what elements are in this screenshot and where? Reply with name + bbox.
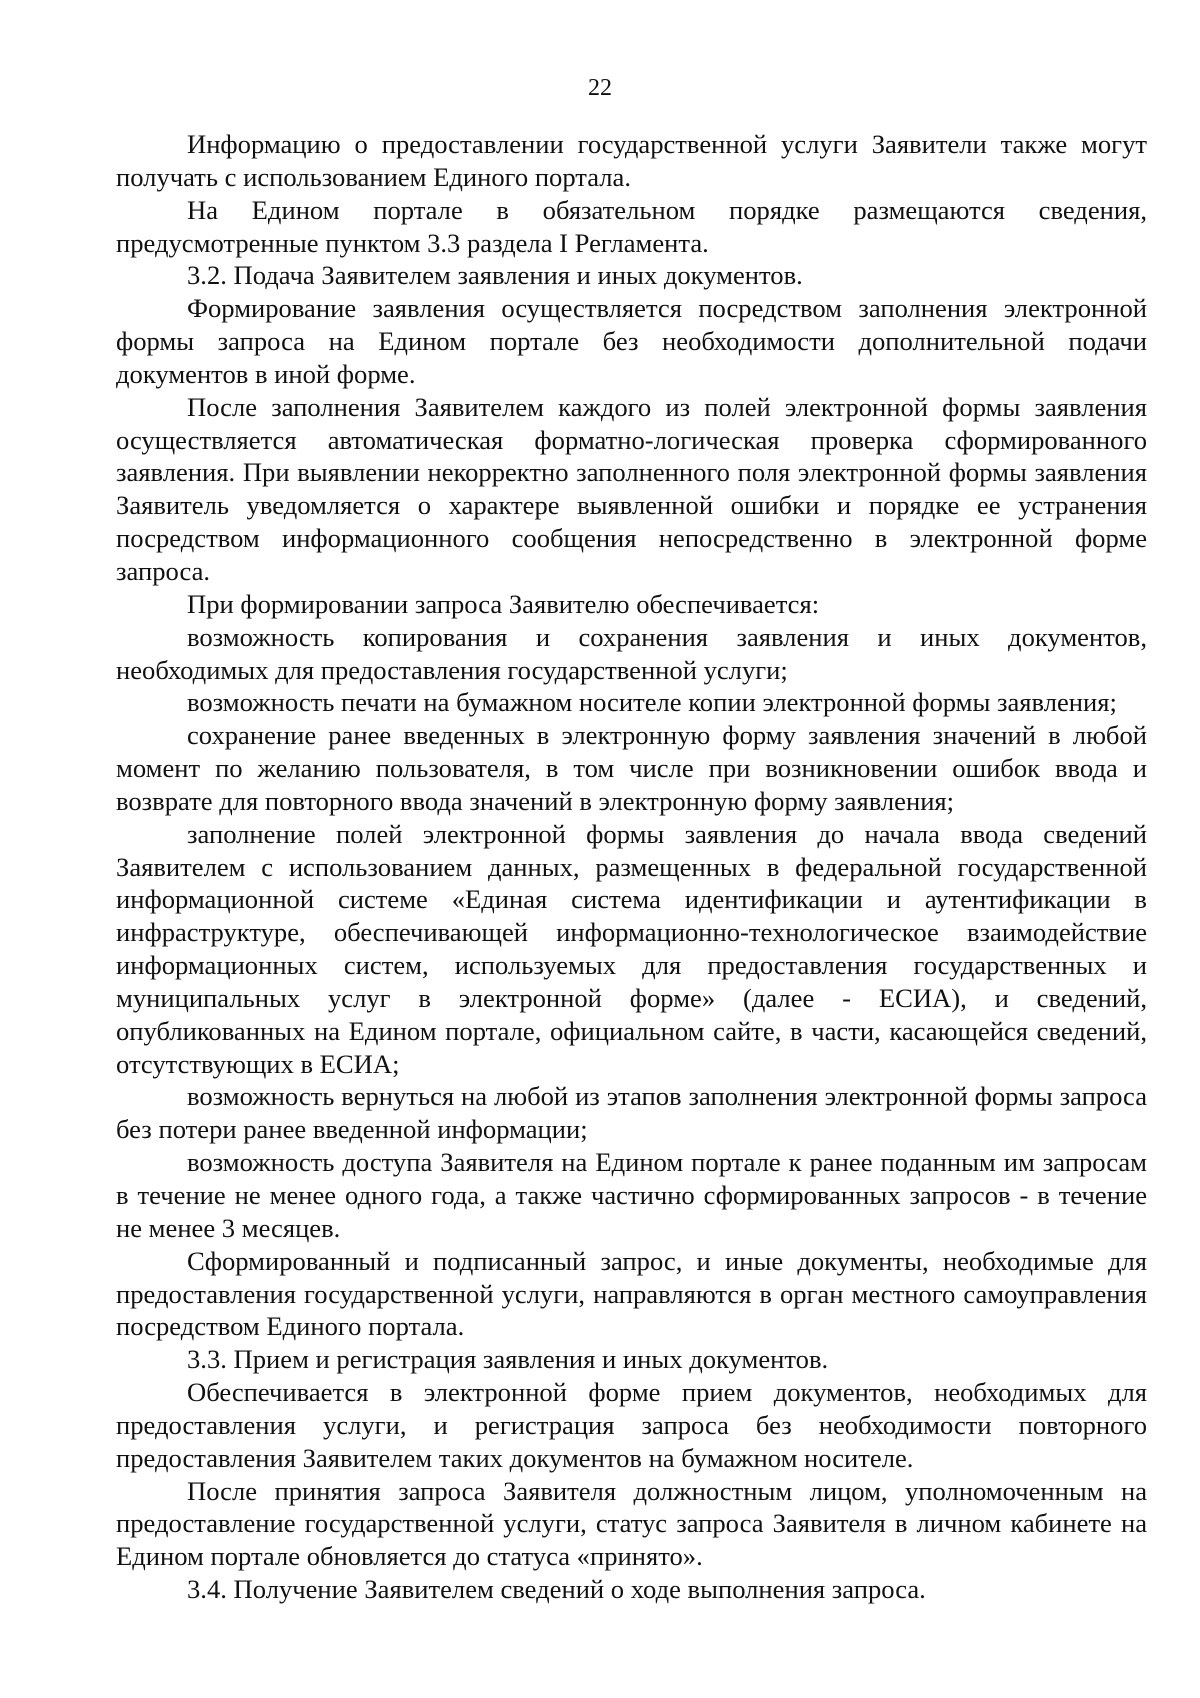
paragraph-5: После заполнения Заявителем каждого из полей электронной формы заявления осуществляется автоматическая форматно-логическая проверка сформированного заявления. При выявлении некорректно заполненного поля электронной формы заявления Заявитель уведомляется о характере выявленной ошибки и порядке ее устранения посредством информационного сообщения непосредственно в электронной форме запроса.: [116, 391, 1147, 586]
paragraph-16: После принятия запроса Заявителя должностным лицом, уполномоченным на предоставление государственной услуги, статус запроса Заявителя в личном кабинете на Едином портале обновляется до статуса «принято».: [116, 1475, 1147, 1572]
list-item-save: сохранение ранее введенных в электронную форму заявления значений в любой момент по желанию пользователя, в том числе при возникновении ошибок ввода и возврате для повторного ввода значений в электронную форму заявления;: [116, 720, 1147, 816]
list-item-autofill: заполнение полей электронной формы заявления до начала ввода сведений Заявителем с использованием данных, размещенных в федеральной государственной информационной системе «Единая система идентификации и аутентификации в инфраструктуре, обеспечивающей информационно-технологическое взаимодействие информационных систем, используемых для предоставления государственных и муниципальных услуг в электронной форме» (далее - ЕСИА), и сведений, опубликованных на Едином портале, официальном сайте, в части, касающейся сведений, отсутствующих в ЕСИА;: [116, 818, 1147, 1079]
list-item-return: возможность вернуться на любой из этапов заполнения электронной формы запроса без потери ранее введенной информации;: [116, 1081, 1147, 1145]
paragraph-6: При формировании запроса Заявителю обеспечивается:: [187, 588, 820, 619]
paragraph-15: Обеспечивается в электронной форме прием документов, необходимых для предоставления услуги, и регистрация запроса без необходимости повторного предоставления Заявителем таких документов на бумажном носителе.: [116, 1377, 1147, 1473]
paragraph-2: На Едином портале в обязательном порядке размещаются сведения, предусмотренные пунктом 3.3 раздела I Регламента.: [116, 194, 1147, 258]
section-heading-3-2: 3.2. Подача Заявителем заявления и иных документов.: [187, 260, 803, 291]
paragraph-4: Формирование заявления осуществляется посредством заполнения электронной формы запроса на Едином портале без необходимости дополнительной подачи документов в иной форме.: [116, 293, 1147, 389]
section-heading-3-4: 3.4. Получение Заявителем сведений о ходе выполнения запроса.: [187, 1574, 926, 1605]
document-body: [116, 128, 1147, 1606]
list-item-access: возможность доступа Заявителя на Едином портале к ранее поданным им запросам в течение не менее одного года, а также частично сформированных запросов - в течение не менее 3 месяцев.: [116, 1147, 1147, 1243]
paragraph-13: Сформированный и подписанный запрос, и иные документы, необходимые для предоставления государственной услуги, направляются в орган местного самоуправления посредством Единого портала.: [116, 1245, 1147, 1342]
page-number: 22: [588, 75, 612, 101]
paragraph-1: Информацию о предоставлении государственной услуги Заявители также могут получать с использованием Единого портала.: [116, 129, 1147, 192]
list-item-print: возможность печати на бумажном носителе копии электронной формы заявления;: [187, 687, 1117, 718]
list-item-copy: возможность копирования и сохранения заявления и иных документов, необходимых для предоставления государственной услуги;: [116, 621, 1147, 685]
section-heading-3-3: 3.3. Прием и регистрация заявления и иных документов.: [187, 1344, 829, 1375]
